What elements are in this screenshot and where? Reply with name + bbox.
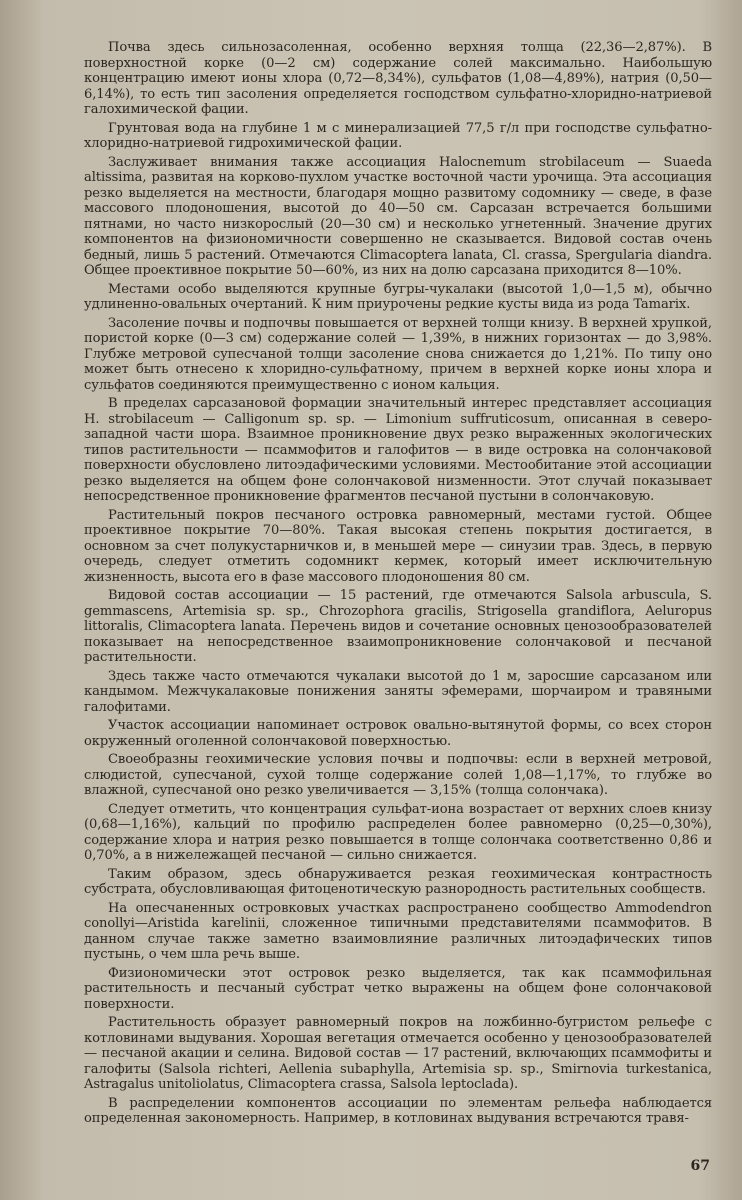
paragraph: Растительность образует равномерный покров на ложбинно-бугристом рельефе с котловинами выдувания. Хорошая вегетация отмечается особенно у ценозообразователей — песчаной акации и селина. Видовой состав — 17 растений, включающих псаммофиты и галофиты (Salsola richteri, Aellenia subaphylla, Artemisia sp. sp., Smirnovia turkestanica, Astragalus unitoliolatus, Climacoptera crassa, Salsola leptoclada). bbox=[84, 1015, 712, 1092]
paragraph: Своеобразны геохимические условия почвы и подпочвы: если в верхней метровой, слюдистой, супесчаной, сухой толще содержание солей 1,08—1,17%, то глубже во влажной, супесчаной оно резко увеличивается — 3,15% (толща солончака). bbox=[84, 752, 712, 798]
paragraph: Таким образом, здесь обнаруживается резкая геохимическая контрастность субстрата, обусловливающая фитоценотическую разнородность растительных сообществ. bbox=[84, 866, 712, 897]
paragraph: Участок ассоциации напоминает островок овально-вытянутой формы, со всех сторон окруженный оголенной солончаковой поверхностью. bbox=[84, 718, 712, 749]
body-text bbox=[84, 40, 712, 1130]
paragraph: Следует отметить, что концентрация сульфат-иона возрастает от верхних слоев книзу (0,68—1,16%), кальций по профилю распределен более равномерно (0,25—0,30%), содержание хлора и натрия резко повышается в толще солончака соответственно 0,86 и 0,70%, а в нижележащей песчаной — сильно снижается. bbox=[84, 801, 712, 863]
paragraph: Грунтовая вода на глубине 1 м с минерализацией 77,5 г/л при господстве сульфатно-хлоридно-натриевой гидрохимической фации. bbox=[84, 120, 712, 151]
paragraph: В пределах сарсазановой формации значительный интерес представляет ассоциация H. strobilaceum — Calligonum sp. sp. — Limonium suffruticosum, описанная в северо-западной части шора. Взаимное проникновение двух резко выраженных экологических типов растительности — псаммофитов и галофитов — в виде островка на солончаковой поверхности обусловлено литоэдафическими условиями. Местообитание этой ассоциации резко выделяется на общем фоне солончаковой низменности. Этот случай показывает непосредственное проникновение фрагментов песчаной пустыни в солончаковую. bbox=[84, 396, 712, 504]
paragraph: Видовой состав ассоциации — 15 растений, где отмечаются Salsola arbuscula, S. gemmascens, Artemisia sp. sp., Chrozophora gracilis, Strigosella grandiflora, Aeluropus littoralis, Climacoptera lanata. Перечень видов и сочетание основных ценозообразователей показывает на непосредственное взаимопроникновение солончаковой и песчаной растительности. bbox=[84, 588, 712, 665]
paragraph: Почва здесь сильнозасоленная, особенно верхняя толща (22,36—2,87%). В поверхностной корке (0—2 см) содержание солей максимально. Наибольшую концентрацию имеют ионы хлора (0,72—8,34%), сульфатов (1,08—4,89%), натрия (0,50—6,14%), то есть тип засоления определяется господством сульфатно-хлоридно-натриевой галохимической фации. bbox=[84, 40, 712, 117]
paragraph: Местами особо выделяются крупные бугры-чукалаки (высотой 1,0—1,5 м), обычно удлиненно-овальных очертаний. К ним приурочены редкие кусты вида из рода Tamarix. bbox=[84, 281, 712, 312]
paragraph: Засоление почвы и подпочвы повышается от верхней толщи книзу. В верхней хрупкой, пористой корке (0—3 см) содержание солей — 1,39%, в нижних горизонтах — до 3,98%. Глубже метровой супесчаной толщи засоление снова снижается до 1,21%. По типу оно может быть отнесено к хлоридно-сульфатному, причем в верхней корке ионы хлора и сульфатов соединяются преимущественно с ионом кальция. bbox=[84, 315, 712, 393]
page-number: 67 bbox=[690, 1158, 710, 1174]
paragraph: Заслуживает внимания также ассоциация Halocnemum strobilaceum — Suaeda altissima, развитая на корково-пухлом участке восточной части урочища. Эта ассоциация резко выделяется на местности, благодаря мощно развитому содомнику — сведе, в фазе массового плодоношения, высотой до 40—50 см. Сарсазан встречается большими пятнами, но часто низкорослый (20—30 см) и несколько угнетенный. Значение других компонентов на физиономичности совершенно не сказывается. Видовой состав очень бедный, лишь 5 растений. Отмечаются Climacoptera lanata, Cl. crassa, Spergularia diandra. Общее проективное покрытие 50—60%, из них на долю сарсазана приходится 8—10%. bbox=[84, 154, 712, 278]
paragraph: Растительный покров песчаного островка равномерный, местами густой. Общее проективное покрытие 70—80%. Такая высокая степень покрытия достигается, в основном за счет полукустарничков и, в меньшей мере — синузии трав. Здесь, в первую очередь, следует отметить содомникт кермек, который имеет исключительную жизненность, высота его в фазе массового плодоношения 80 см. bbox=[84, 507, 712, 585]
paragraph: Физиономически этот островок резко выделяется, так как псаммофильная растительность и песчаный субстрат четко выражены на общем фоне солончаковой поверхности. bbox=[84, 965, 712, 1012]
paragraph: На опесчаненных островковых участках распространено сообщество Ammodendron conollyi—Aristida karelinii, сложенное типичными представителями псаммофитов. В данном случае также заметно взаимовлияние различных литоэдафических типов пустынь, о чем шла речь выше. bbox=[84, 900, 712, 962]
paragraph: Здесь также часто отмечаются чукалаки высотой до 1 м, заросшие сарсазаном или кандымом. Межчукалаковые понижения заняты эфемерами, шорчаиром и травяными галофитами. bbox=[84, 668, 712, 715]
paragraph: В распределении компонентов ассоциации по элементам рельефа наблюдается определенная закономерность. Например, в котловинах выдувания встречаются травя- bbox=[84, 1095, 712, 1126]
